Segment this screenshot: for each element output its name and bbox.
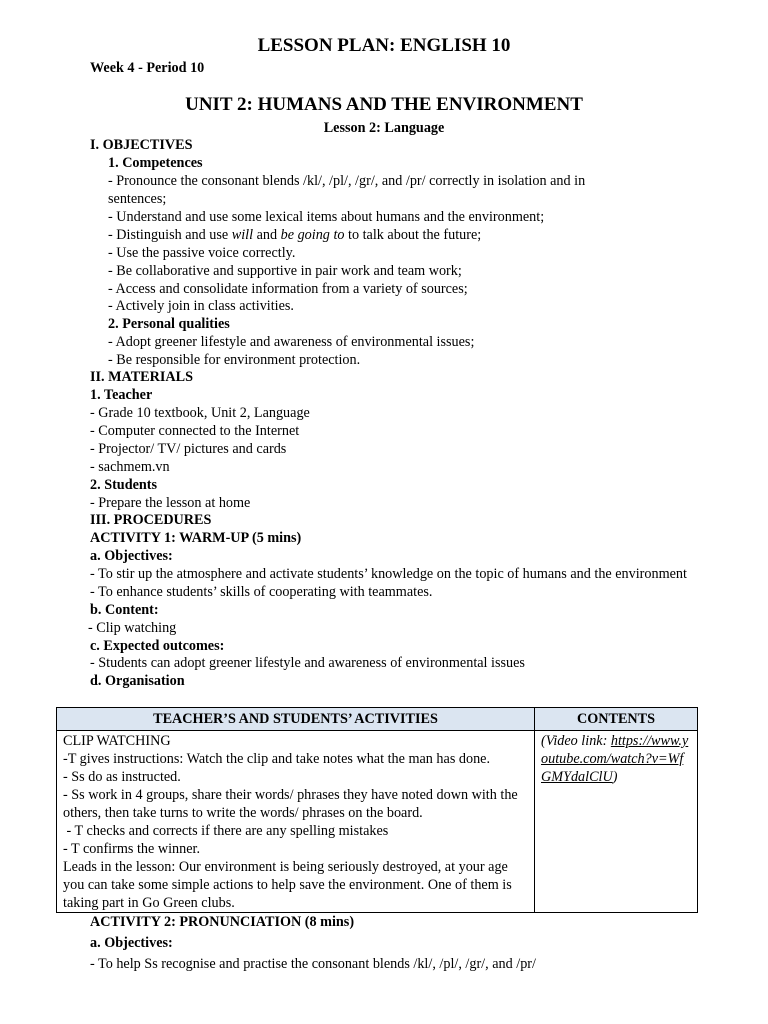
activity1-objectives-heading: a. Objectives:: [90, 548, 173, 564]
activity-line: - T checks and corrects if there are any spelling mistakes: [63, 823, 389, 839]
activity1-outcome: - Students can adopt greener lifestyle and awareness of environmental issues: [90, 655, 525, 671]
contents-cell: [535, 731, 698, 913]
material-item: - Prepare the lesson at home: [90, 495, 251, 511]
quality-item: - Be responsible for environment protection.: [108, 352, 361, 368]
activities-cell: [57, 731, 535, 913]
lesson-subtitle: Lesson 2: Language: [323, 120, 445, 136]
competence-item: - Access and consolidate information from a variety of sources;: [108, 281, 468, 297]
competence-item: [108, 226, 481, 244]
text-run: - Distinguish and use: [108, 227, 232, 243]
activity2-objectives-heading: a. Objectives:: [90, 935, 173, 951]
procedures-heading: III. PROCEDURES: [90, 512, 212, 528]
activity-line: - Ss work in 4 groups, share their words/ phrases they have noted down with the others, then take turns to write the words/ phrases on the board.: [63, 787, 518, 821]
qualities-heading: 2. Personal qualities: [108, 316, 230, 332]
unit-title: UNIT 2: HUMANS AND THE ENVIRONMENT: [185, 94, 583, 115]
material-item: - Projector/ TV/ pictures and cards: [90, 441, 287, 457]
material-item: - Computer connected to the Internet: [90, 423, 300, 439]
table-header-activities: TEACHER’S AND STUDENTS’ ACTIVITIES: [57, 708, 535, 731]
activity-line: Leads in the lesson: Our environment is being seriously destroyed, at your age you can take some simple actions to help save the environment. One of them is taking part in Go Green clubs.: [63, 859, 512, 911]
competence-item: - Use the passive voice correctly.: [108, 245, 296, 261]
activity1-outcomes-heading: c. Expected outcomes:: [90, 638, 225, 654]
competence-item: - Understand and use some lexical items about humans and the environment;: [108, 209, 545, 225]
students-heading: 2. Students: [90, 477, 158, 493]
text-run: to talk about the future;: [344, 227, 482, 243]
competence-item: - Be collaborative and supportive in pair work and team work;: [108, 263, 462, 279]
week-period: Week 4 - Period 10: [90, 60, 205, 76]
activity-line: - Ss do as instructed.: [63, 769, 181, 785]
activity-line: CLIP WATCHING: [63, 733, 171, 749]
quality-item: - Adopt greener lifestyle and awareness of environmental issues;: [108, 334, 475, 350]
competence-item: - Pronounce the consonant blends /kl/, /pl/, /gr/, and /pr/ correctly in isolation and in: [108, 173, 586, 189]
italic-will: will: [231, 227, 254, 243]
activities-table: [56, 707, 698, 913]
teacher-heading: 1. Teacher: [90, 387, 153, 403]
material-item: - sachmem.vn: [90, 459, 170, 475]
materials-heading: II. MATERIALS: [90, 369, 194, 385]
video-link[interactable]: https://www.youtube.com/watch?v=WfGMYdalClU: [541, 733, 689, 785]
activity2-heading: ACTIVITY 2: PRONUNCIATION (8 mins): [90, 914, 355, 930]
text-run: and: [253, 227, 281, 243]
competences-heading: 1. Competences: [108, 155, 203, 171]
table-header-row: [57, 708, 698, 731]
objectives-heading: I. OBJECTIVES: [90, 137, 193, 153]
activity1-organisation-heading: d. Organisation: [90, 673, 185, 689]
competence-item: - Actively join in class activities.: [108, 298, 294, 314]
video-link-label: (Video link:: [541, 733, 611, 749]
material-item: - Grade 10 textbook, Unit 2, Language: [90, 405, 310, 421]
activity1-objective: - To stir up the atmosphere and activate students’ knowledge on the topic of humans and the environment: [90, 566, 687, 582]
page-title: LESSON PLAN: ENGLISH 10: [257, 35, 511, 56]
video-link-close: ): [612, 769, 618, 785]
activity-line: - T confirms the winner.: [63, 841, 200, 857]
table-header-contents: CONTENTS: [535, 708, 698, 731]
table-row: [57, 731, 698, 913]
activity1-objective: - To enhance students’ skills of cooperating with teammates.: [90, 584, 433, 600]
activity1-content-heading: b. Content:: [90, 602, 159, 618]
italic-be-going-to: be going to: [280, 227, 345, 243]
activity1-content: - Clip watching: [88, 620, 177, 636]
activity-line: -T gives instructions: Watch the clip and take notes what the man has done.: [63, 751, 491, 767]
activity1-heading: ACTIVITY 1: WARM-UP (5 mins): [90, 530, 302, 546]
activity2-objective: - To help Ss recognise and practise the consonant blends /kl/, /pl/, /gr/, and /pr/: [90, 956, 536, 972]
competence-item-cont: sentences;: [108, 191, 167, 207]
